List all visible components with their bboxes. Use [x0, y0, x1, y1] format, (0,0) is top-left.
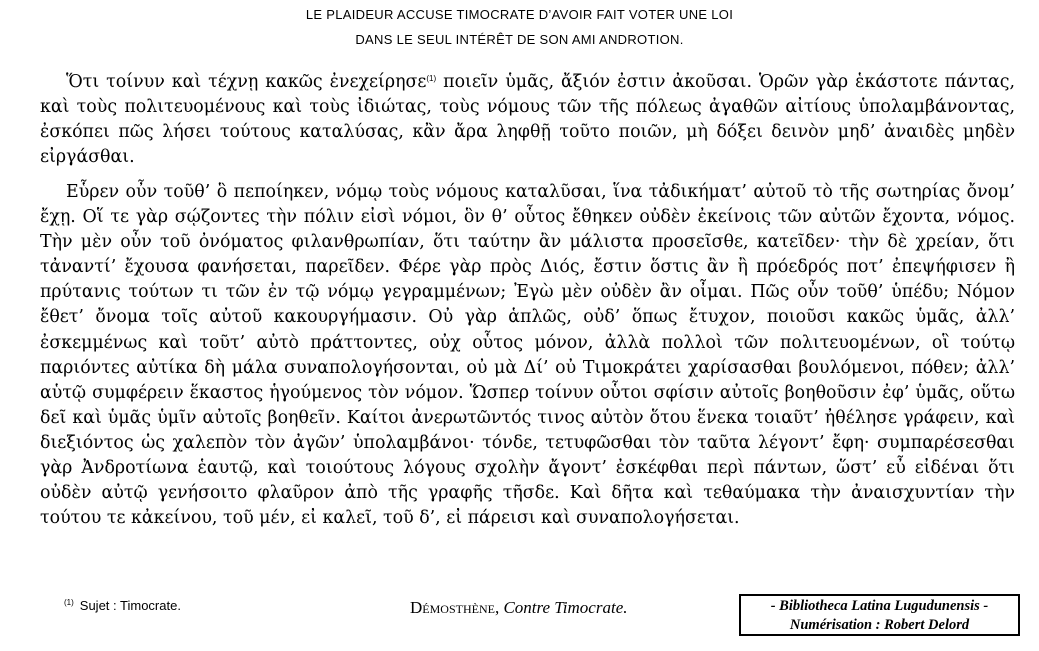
- text-line: οὐδὲν αὐτῷ γενήσοιτο φλαῦρον ἀπὸ τῆς γραφῆς τῆσδε. Καὶ δῆτα καὶ τεθαύμακα τὴν ἀναισχυντίαν: [40, 483, 975, 504]
- text-line: τὸν νόμον. Ὥσπερ τοίνυν οὗτοι σφίσιν αὐτοῖς βοηθοῦσιν ἐφ’ ὑμᾶς, οὕτω δεῖ καὶ ὑμᾶς ὑμῖν αὐτοῖς: [40, 382, 1016, 428]
- heading-line-1: LE PLAIDEUR ACCUSE TIMOCRATE D’AVOIR FAIT VOTER UNE LOI: [305, 7, 734, 22]
- text-line: Ἐγὼ μὲν οὐδὲν ἂν οἶμαι. Πῶς οὖν τοῦθ’ ὑπέδυ; Νόμον ἔθετ’ ὄνομα τοῖς αὐτοῦ κακουργήμασιν. Οὐ: [40, 282, 1015, 328]
- text-line: Ὅτι τοίνυν καὶ τέχνῃ κακῶς ἐνεχείρησε$^{(1)}$ ποιεῖν ὑμᾶς, ἄξιόν ἐστιν ἀκοῦσαι. Ὁρῶν γὰρ: [66, 72, 849, 92]
- credit-box: [739, 594, 1020, 636]
- text-line: βοηθεῖν. Καίτοι ἀνερωτῶντός τινος αὐτὸν ὅτου ἕνεκα τοιαῦτ’ ἠθέλησε γράφειν, καὶ διεξιόντος ὡς: [40, 407, 1016, 453]
- text-line: οὗτος μόνον, ἀλλὰ πολλοὶ τῶν πολιτευομένων, οἳ τούτῳ παριόντες αὐτίκα δὴ μάλα συναπολογήσονται,: [40, 332, 1016, 378]
- credit-line-1: - Bibliotheca Latina Lugudunensis -: [770, 598, 989, 614]
- text-line: προσεῖσθε, κατεῖδεν· τὴν δὲ χρείαν, ὅτι τἀναντί’ ἔχουσα φανήσεται, παρεῖδεν. Φέρε γὰρ πρὸς Διός,: [40, 232, 1015, 278]
- text-line: αἰτίους ὑπολαμβάνοντας, ἐσκόπει πῶς λήσει τούτους καταλύσας, κἂν ἄρα ληφθῇ τοῦτο ποιῶν, μὴ: [40, 97, 1015, 143]
- source-citation: [410, 598, 628, 618]
- footnote-marker: (1): [64, 598, 74, 607]
- footnote-marker: (1): [426, 74, 437, 83]
- footnote: [64, 598, 181, 613]
- text-line: Εὗρεν οὖν τοῦθ’ ὃ πεποίηκεν, νόμῳ τοὺς νόμους καταλῦσαι, ἵνα τἀδικήματ’ αὐτοῦ τὸ τῆς: [66, 182, 870, 202]
- heading-line-2: DANS LE SEUL INTÉRÊT DE SON AMI ANDROTION.: [355, 32, 684, 47]
- text-line: ἔστιν ὅστις ἂν ἢ πρόεδρός ποτ’ ἐπεψήφισεν ἢ πρύτανις τούτων τι τῶν ἐν τῷ νόμῳ γεγραμμένων;: [40, 257, 1015, 303]
- text-line: τῶν αὐτῶν ἔχοντα, νόμος. Τὴν μὲν οὖν τοῦ ὀνόματος φιλανθρωπίαν, ὅτι ταύτην ἂν μάλιστα: [40, 207, 1015, 253]
- text-line: σωτηρίας ὄνομ’ ἔχῃ. Οἵ τε γὰρ σῴζοντες τὴν πόλιν εἰσὶ νόμοι, ὃν θ’ οὗτος ἔθηκεν οὐδὲν ἐκείνοις: [40, 182, 1015, 228]
- text-line: τὴν τούτου τε κἀκείνου, τοῦ μέν, εἰ καλεῖ, τοῦ δ’, εἰ πάρεισι καὶ συναπολογήσεται.: [40, 483, 1015, 529]
- paragraph-2: [40, 180, 1015, 531]
- text-line: οὐ μὰ Δί’ οὐ Τιμοκράτει χαρίσασθαι βουλόμενοι, πόθεν; ἀλλ’ αὑτῷ συμφέρειν ἕκαστος ἡγούμενος: [40, 357, 1016, 403]
- credit-line-2: Numérisation : Robert Delord: [789, 617, 970, 633]
- paragraph-1: [40, 66, 1015, 170]
- text-line: Ἀνδροτίωνα ἑαυτῷ, καὶ τοιούτους λόγους σχολὴν ἄγοντ’ ἐσκέφθαι περὶ πάντων, ὥστ’ εὖ εἰδέναι ὅτι: [81, 458, 1015, 479]
- footnote-text: Sujet : Timocrate.: [79, 598, 181, 613]
- source-work: Contre Timocrate.: [503, 598, 628, 617]
- source-author: Démosthène,: [410, 598, 500, 617]
- text-line: δόξει δεινὸν μηδ’ ἀναιδὲς μηδὲν εἰργάσθαι.: [40, 122, 1016, 168]
- text-line: χαλεπὸν τὸν ἀγῶν’ ὑπολαμβάνοι· τόνδε, τετυφῶσθαι τὸν ταῦτα λέγοντ’ ἔφη· συμπαρέσεσθαι γὰρ: [40, 432, 1015, 479]
- text-line: ἑκάστοτε πάντας, καὶ τοὺς πολιτευομένους καὶ τοὺς ἰδιώτας, τοὺς νόμους τῶν τῆς πόλεως ἀγαθῶν: [40, 72, 1016, 118]
- text-line: γὰρ ἁπλῶς, οὐδ’ ὅπως ἔτυχον, ποιοῦσι κακῶς ὑμᾶς, ἀλλ’ ἐσκεμμένως καὶ τοῦτ’ αὐτὸ πράττοντες, οὐχ: [40, 307, 1016, 353]
